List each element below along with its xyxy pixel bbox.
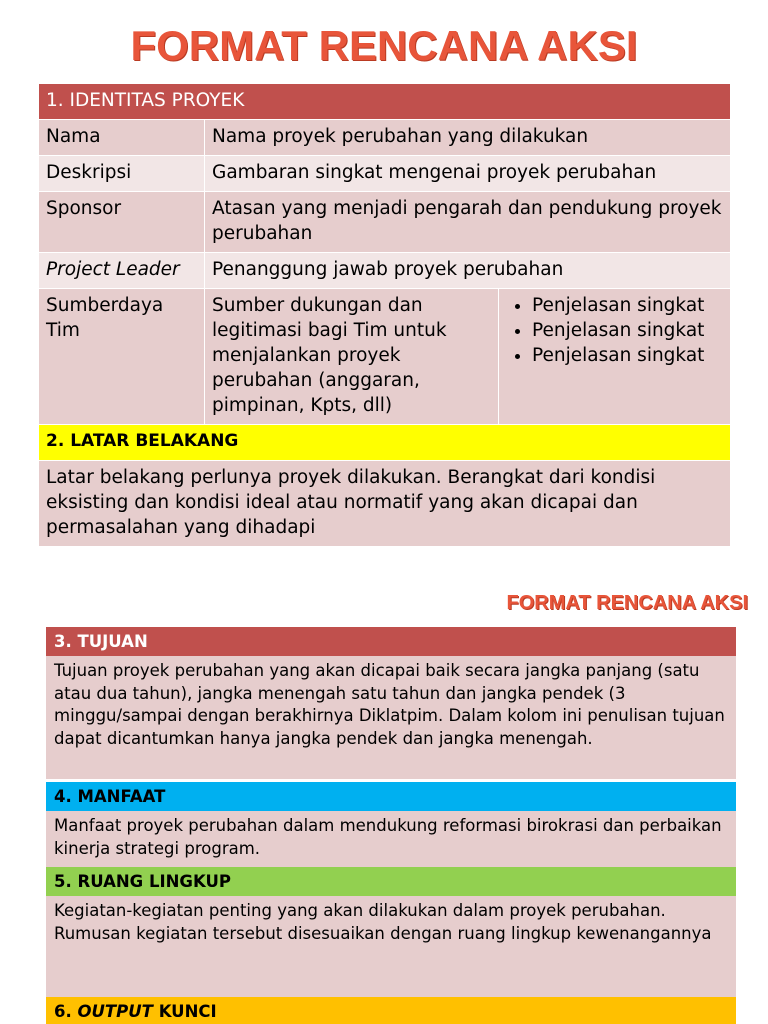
bullet-list [506,293,723,368]
section-2-header: 2. LATAR BELAKANG [39,425,731,461]
section-header: 5. RUANG LINGKUP [46,867,736,896]
section-text: Rumusan kegiatan tersebut disesuaikan dengan ruang lingkup kewenangannya [54,923,712,943]
section-2-body-row [39,461,731,547]
table-row [39,120,731,156]
table-row [39,192,731,253]
table-row [39,253,731,289]
section-header: 3. TUJUAN [46,627,736,656]
row-value: Atasan yang menjadi pengarah dan pendukung proyek perubahan [205,192,731,253]
section-1-header-row [39,84,731,120]
slide-2-title: FORMAT RENCANA AKSI [506,592,748,614]
row-value: Nama proyek perubahan yang dilakukan [205,120,731,156]
row-label: Deskripsi [39,156,205,192]
row-label: Sumberdaya Tim [39,289,205,425]
bullet-item: • Penjelasan singkat [532,318,723,343]
bullet-item: • Penjelasan singkat [532,293,723,318]
row-label: Project Leader [39,253,205,289]
row-value: Gambaran singkat mengenai proyek perubahan [205,156,731,192]
row-value: Sumber dukungan dan legitimasi bagi Tim untuk menjalankan proyek perubahan (anggaran, pimpinan, Kpts, dll) [205,289,499,425]
row-value: Penanggung jawab proyek perubahan [205,253,731,289]
identitas-table [38,83,731,547]
section-number: 6. [54,1002,72,1021]
slide-1-title: FORMAT RENCANA AKSI [130,22,638,69]
section-1-header: 1. IDENTITAS PROYEK [39,84,731,120]
section-header: 4. MANFAAT [46,782,736,811]
section-text: Tujuan proyek perubahan yang akan dicapai baik secara jangka panjang (satu atau dua tahun), jangka menengah satu tahun dan jangka pendek (3 minggu/sampai dengan berakhirnya Diklatpim. Dalam kolom ini penulisan tujuan dapat dicantumkan hanya jangka pendek dan jangka menengah. [54,661,725,749]
section-output-kunci [46,997,736,1024]
row-label: Sponsor [39,192,205,253]
section-rest: KUNCI [158,1002,217,1021]
section-2-header-row [39,425,731,461]
section-2-body: Latar belakang perlunya proyek dilakukan. Berangkat dari kondisi eksisting dan kondisi ideal atau normatif yang akan dicapai dan permasalahan yang dihadapi [39,461,731,547]
row-label: Nama [39,120,205,156]
table-row [39,156,731,192]
section-text: Kegiatan-kegiatan penting yang akan dilakukan dalam proyek perubahan. [54,901,666,920]
slide-2 [0,576,768,1024]
section-manfaat [46,782,736,867]
section-ruang-lingkup [46,867,736,997]
section-tujuan [46,627,736,779]
section-body [46,656,736,779]
section-header [46,997,736,1024]
section-italic-word: OUTPUT [77,1002,153,1021]
bullet-item: • Penjelasan singkat [532,343,723,368]
section-body [46,896,736,997]
section-body [46,811,736,867]
bullet-cell [499,289,731,425]
table-row [39,289,731,425]
section-text: Manfaat proyek perubahan dalam mendukung reformasi birokrasi dan perbaikan kinerja strategi program. [54,816,722,858]
